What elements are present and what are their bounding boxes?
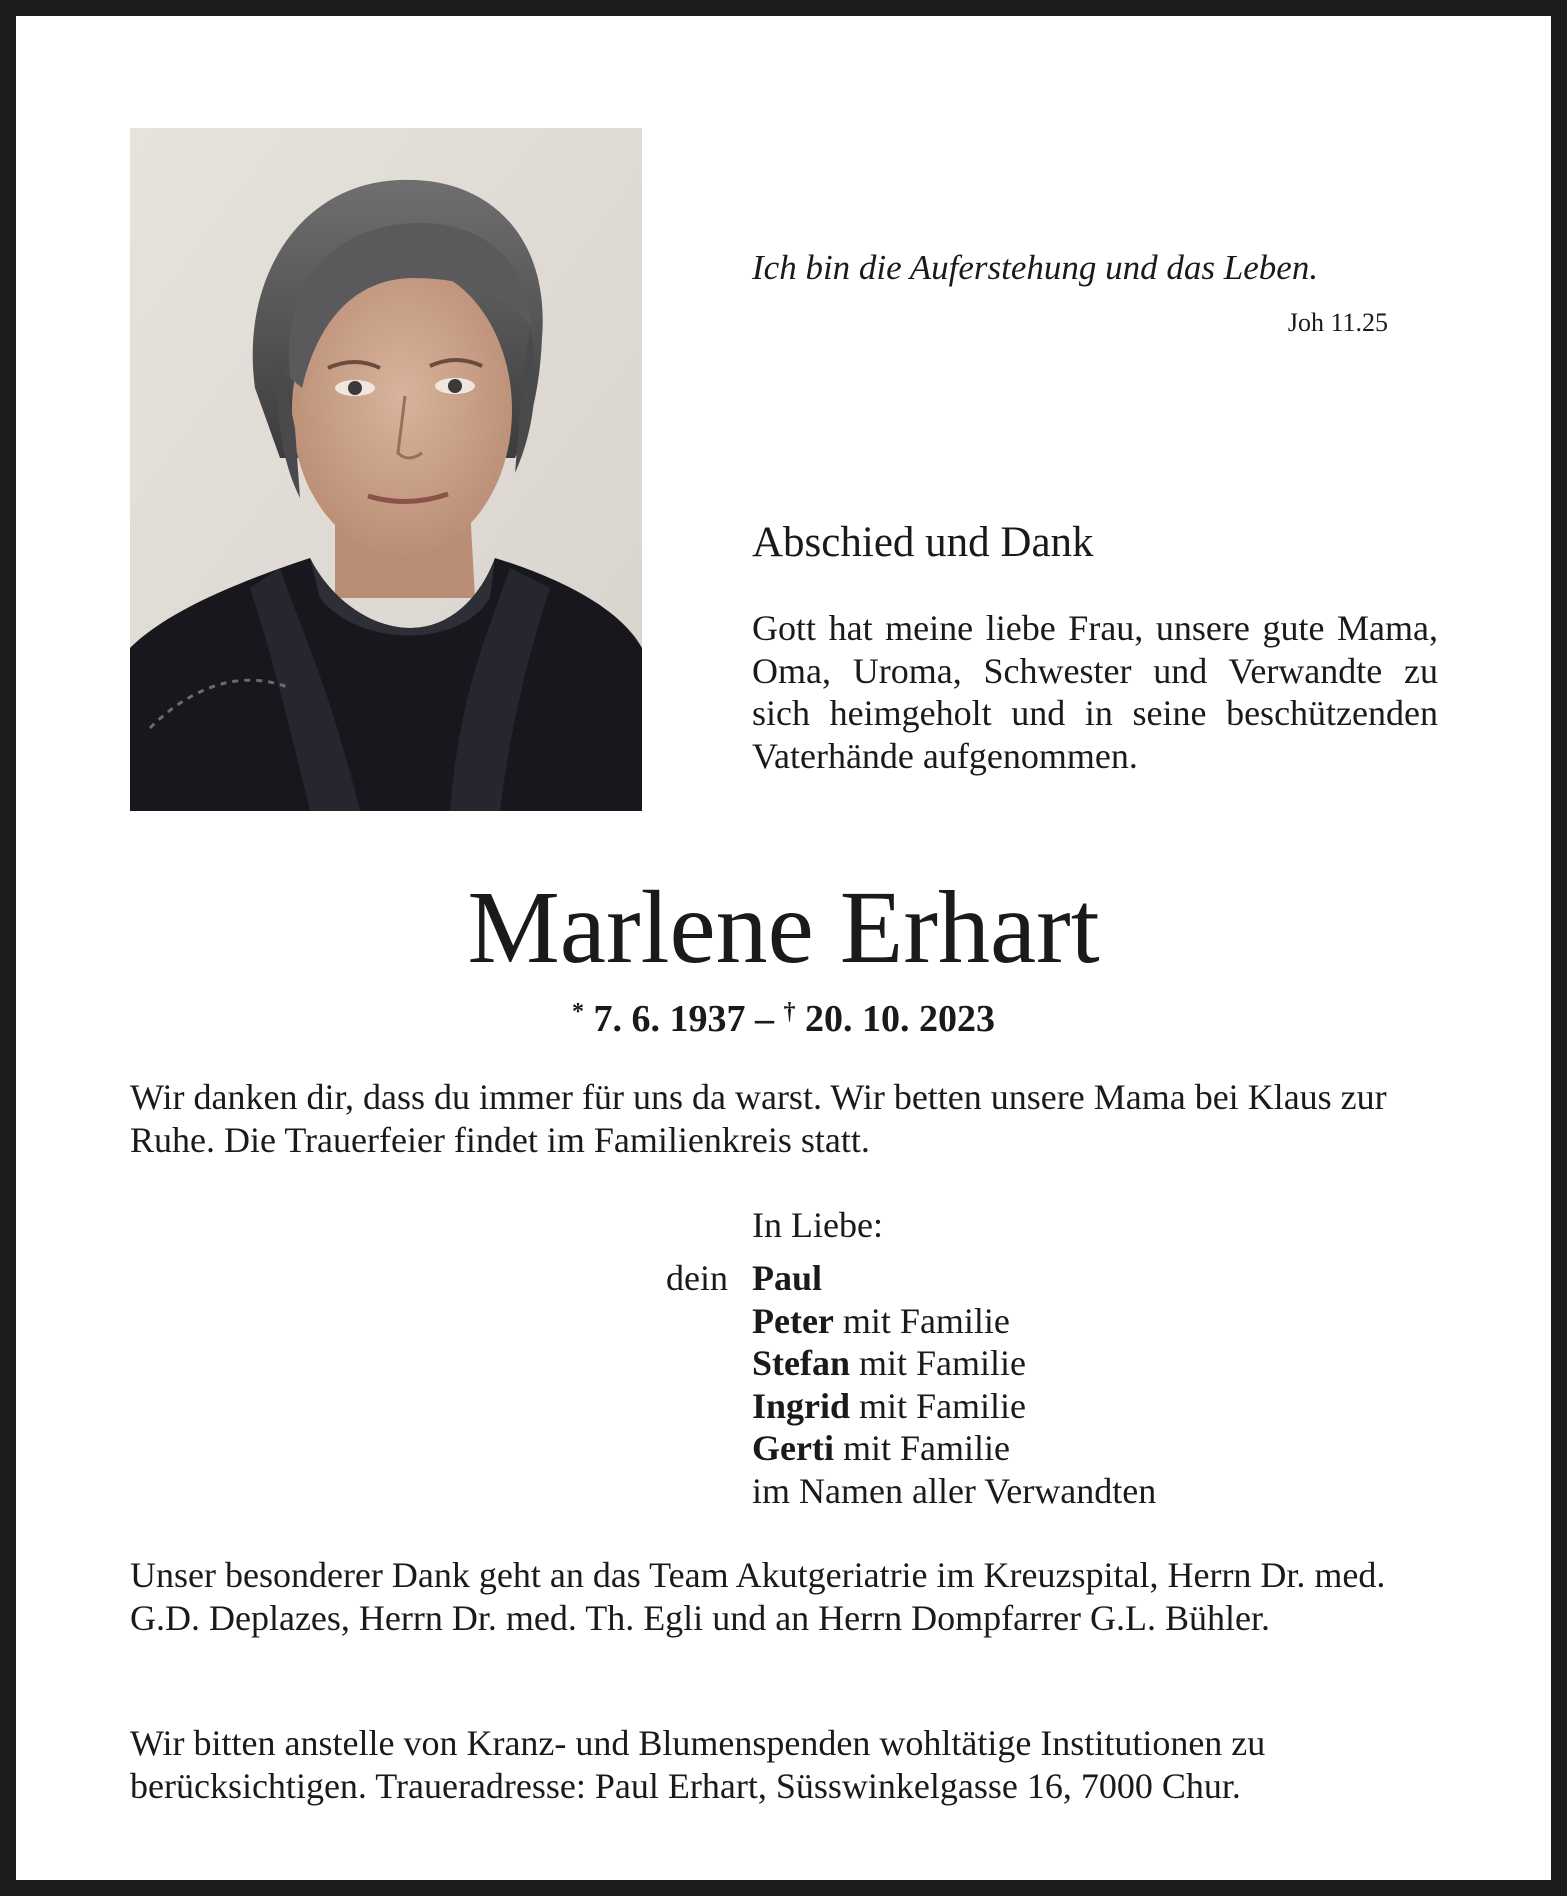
signoff-intro: In Liebe: xyxy=(752,1205,883,1245)
intro-paragraph: Gott hat meine liebe Frau, unsere gute Mama, Oma, Uroma, Schwester und Verwandte zu sich heimgeholt und in seine beschützenden Vaterhände aufgenommen. xyxy=(752,608,1438,776)
mourner-name: Gerti xyxy=(752,1428,834,1468)
mourner-name: Peter xyxy=(752,1300,834,1341)
mourner-suffix: mit Familie xyxy=(850,1385,1027,1426)
deceased-name: Marlene Erhart xyxy=(467,870,1100,985)
bible-verse: Ich bin die Auferstehung und das Leben. xyxy=(752,248,1319,287)
mourner-suffix: mit Familie xyxy=(833,1428,1010,1468)
birth-date: 7. 6. 1937 xyxy=(593,998,746,1040)
thanks-paragraph: Wir danken dir, dass du immer für uns da warst. Wir betten unsere Mama bei Klaus zur Ruhe. Die Trauerfeier findet im Familienkreis statt. xyxy=(130,1077,1387,1160)
mourner-name: Ingrid xyxy=(752,1385,851,1426)
death-symbol: † xyxy=(783,999,796,1025)
birth-symbol: * xyxy=(572,999,584,1025)
mourners-list xyxy=(752,1257,1156,1512)
list-item xyxy=(752,1427,1156,1470)
section-heading: Abschied und Dank xyxy=(752,519,1094,566)
mourner-name: Paul xyxy=(752,1258,823,1298)
mourner-suffix: mit Familie xyxy=(850,1343,1026,1383)
mourner-name: Stefan xyxy=(752,1343,850,1383)
life-dates xyxy=(0,994,1567,1044)
mourner-suffix: mit Familie xyxy=(833,1300,1010,1341)
verse-reference: Joh 11.25 xyxy=(1287,308,1388,337)
list-item xyxy=(752,1257,1156,1300)
list-item xyxy=(752,1385,1156,1428)
portrait-photo xyxy=(130,128,642,811)
list-item xyxy=(752,1300,1156,1343)
donations-paragraph: Wir bitten anstelle von Kranz- und Blumenspenden wohltätige Institutionen zu berücksichtigen. Traueradresse: Paul Erhart, Süsswinkelgasse 16, 7000 Chur. xyxy=(130,1723,1266,1806)
list-item xyxy=(752,1342,1156,1385)
death-date: 20. 10. 2023 xyxy=(805,998,995,1040)
date-separator: – xyxy=(755,998,774,1040)
signoff-closing: im Namen aller Verwandten xyxy=(752,1470,1157,1511)
signoff-prefix: dein xyxy=(666,1258,728,1298)
special-thanks-paragraph: Unser besonderer Dank geht an das Team Akutgeriatrie im Kreuzspital, Herrn Dr. med. G.D. Deplazes, Herrn Dr. med. Th. Egli und an Herrn Dompfarrer G.L. Bühler. xyxy=(130,1555,1386,1638)
